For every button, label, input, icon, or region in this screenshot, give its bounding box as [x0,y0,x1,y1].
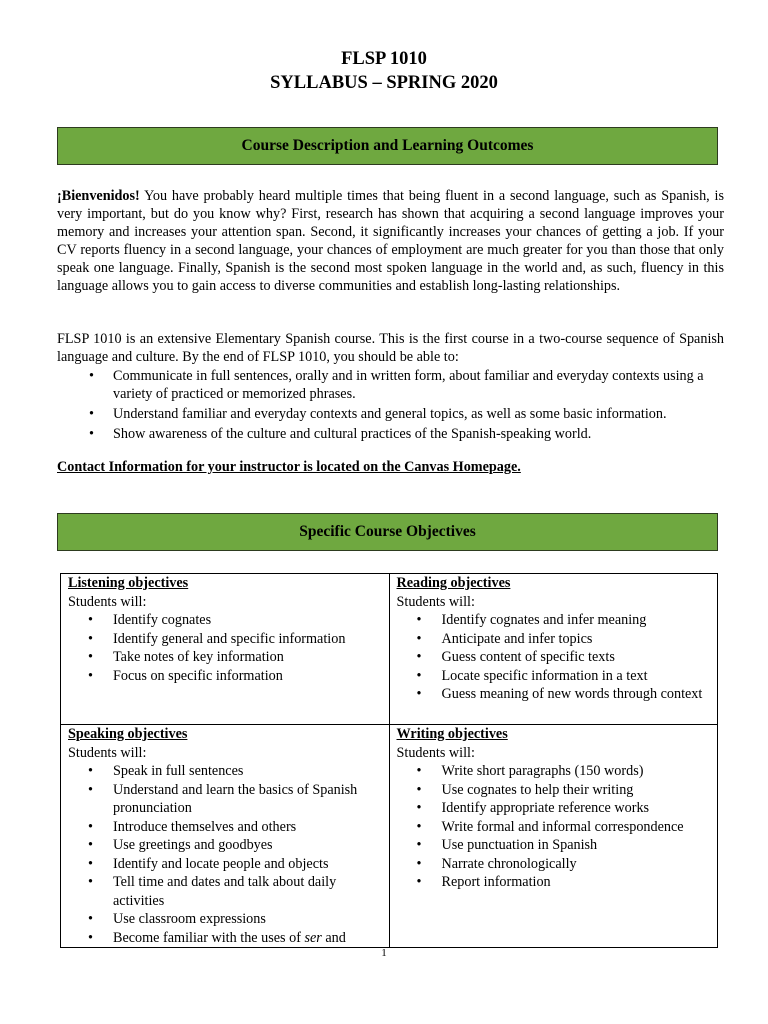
list-item: • Focus on specific information [68,667,389,686]
list-item: • Use punctuation in Spanish [397,836,718,855]
writing-objectives-title: Writing objectives [396,726,508,742]
learning-outcomes-list [57,367,717,445]
list-item: • Use classroom expressions [68,910,389,929]
section-heading-course-description: Course Description and Learning Outcomes [57,127,718,165]
list-item: • Report information [397,873,718,892]
list-item: • Use cognates to help their writing [397,781,718,800]
list-item: • Communicate in full sentences, orally and in written form, about familiar and everyday contexts using a variety of practiced or memorized phrases. [57,367,717,403]
list-item: • Tell time and dates and talk about daily activities [68,873,389,910]
syllabus-title: SYLLABUS – SPRING 2020 [270,73,498,93]
writing-lead: Students will: [396,744,475,761]
list-item: • Anticipate and infer topics [397,630,718,649]
writing-objectives-cell [389,725,718,948]
objectives-table [60,573,718,948]
speaking-objectives-list [68,762,389,947]
contact-information-note: Contact Information for your instructor is located on the Canvas Homepage. [57,459,521,475]
list-item: • Use greetings and goodbyes [68,836,389,855]
intro-paragraph [57,187,724,295]
page-number: 1 [381,947,387,959]
listening-lead: Students will: [68,593,147,610]
list-item: • Introduce themselves and others [68,818,389,837]
speaking-objectives-cell [61,725,390,948]
list-item: • Guess meaning of new words through context [397,685,718,704]
listening-objectives-title: Listening objectives [68,575,189,591]
listening-objectives-list [68,611,389,685]
reading-lead: Students will: [396,593,475,610]
list-item [68,929,389,948]
list-item: • Locate specific information in a text [397,667,718,686]
list-item: • Speak in full sentences [68,762,389,781]
course-code-title: FLSP 1010 [341,49,427,69]
list-item: • Identify cognates [68,611,389,630]
list-item: • Take notes of key information [68,648,389,667]
list-item: • Understand familiar and everyday contexts and general topics, as well as some basic information. [57,405,717,423]
ser-estar-post: and [321,929,346,946]
reading-objectives-title: Reading objectives [396,575,511,591]
list-item: • Identify appropriate reference works [397,799,718,818]
intro-welcome: ¡Bienvenidos! [57,188,140,204]
list-item: • Narrate chronologically [397,855,718,874]
speaking-objectives-title: Speaking objectives [68,726,188,742]
list-item: • Understand and learn the basics of Spanish pronunciation [68,781,389,818]
list-item: • Write short paragraphs (150 words) [397,762,718,781]
list-item: • Show awareness of the culture and cultural practices of the Spanish-speaking world. [57,425,717,443]
list-item: • Identify cognates and infer meaning [397,611,718,630]
intro-text: You have probably heard multiple times that being fluent in a second language, such as Spanish, is very important, but do you know why? First, research has shown that acquiring a second language improves your memory and increases your attention span. Second, it significantly increases your chances of getting a job. If your CV reports fluency in a second language, your chances of employment are much greater for you than those that only speak one language. Finally, Spanish is the second most spoken language in the world and, as such, fluency in this language allows you to gain access to diverse communities and establish long-lasting relationships. [57,188,724,294]
reading-objectives-list [397,611,718,704]
list-item: • Identify general and specific information [68,630,389,649]
listening-objectives-cell [61,574,390,725]
course-paragraph: FLSP 1010 is an extensive Elementary Spanish course. This is the first course in a two-course sequence of Spanish language and culture. By the end of FLSP 1010, you should be able to: [57,331,724,365]
list-item: • Guess content of specific texts [397,648,718,667]
reading-objectives-cell [389,574,718,725]
list-item: • Write formal and informal correspondence [397,818,718,837]
ser-estar-pre: Become familiar with the uses of [113,929,305,946]
writing-objectives-list [397,762,718,892]
speaking-lead: Students will: [68,744,147,761]
section-heading-specific-objectives: Specific Course Objectives [57,513,718,551]
list-item: • Identify and locate people and objects [68,855,389,874]
ser-word: ser [304,929,322,946]
